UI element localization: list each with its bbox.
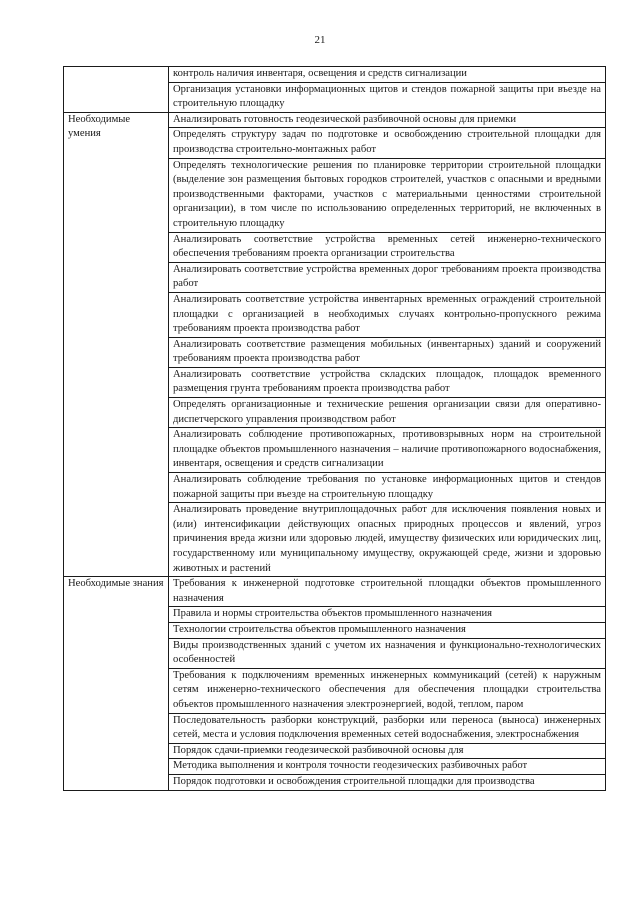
table-cell: Определять структуру задач по подготовке и освобождению строительной площадки для производства строительно-монтажных работ <box>169 128 606 158</box>
table-cell: Анализировать соответствие устройства временных сетей инженерно-технического обеспечения требованиям проекта организации строительства <box>169 232 606 262</box>
table-cell: Виды производственных зданий с учетом их назначения и функционально-технологических особенностей <box>169 638 606 668</box>
table-cell: Порядок сдачи-приемки геодезической разбивочной основы для <box>169 743 606 759</box>
table-cell: Последовательность разборки конструкций, разборки или переноса (выноса) инженерных сетей, места и условия подключения временных сетей водоснабжения, электроснабжения <box>169 713 606 743</box>
table-cell: Технологии строительства объектов промышленного назначения <box>169 622 606 638</box>
page-number: 21 <box>314 34 326 46</box>
table-cell: Анализировать соответствие размещения мобильных (инвентарных) зданий и сооружений требованиям проекта производства работ <box>169 337 606 367</box>
table-cell: контроль наличия инвентаря, освещения и средств сигнализации <box>169 67 606 83</box>
table-cell: Организация установки информационных щитов и стендов пожарной защиты при въезде на строительную площадку <box>169 82 606 112</box>
competency-table <box>63 66 606 791</box>
table-cell: Порядок подготовки и освобождения строительной площадки для производства <box>169 774 606 790</box>
table-cell: Требования к инженерной подготовке строительной площадки объектов промышленного назначения <box>169 577 606 607</box>
row-label-knowledge: Необходимые знания <box>64 577 169 790</box>
row-label <box>64 67 169 113</box>
table-cell: Анализировать проведение внутриплощадочных работ для исключения появления новых и (или) интенсификации действующих опасных природных процессов и явлений, угроз причинения вреда жизни или здоровью людей, имуществу физических или юридических лиц, государственному или муниципальному имуществу, окружающей среде, жизни и здоровью животных и растений <box>169 503 606 577</box>
table-cell: Анализировать соблюдение противопожарных, противовзрывных норм на строительной площадке объектов промышленного назначения – наличие противопожарного водоснабжения, инвентаря, освещения и средств сигнализации <box>169 428 606 473</box>
table-cell: Определять технологические решения по планировке территории строительной площадки (выделение зон размещения бытовых городков строителей, участков с опасными и вредными производственными факторами, участков с материальными ценностями строительной организации), в том числе по использованию определенных территорий, не включенных в строительную площадку <box>169 158 606 232</box>
table-cell: Анализировать соответствие устройства инвентарных временных ограждений строительной площадки с организацией в необходимых случаях контрольно-пропускного режима требованиям проекта производства работ <box>169 292 606 337</box>
table-cell: Анализировать соответствие устройства складских площадок, площадок временного размещения грунта требованиям проекта производства работ <box>169 367 606 397</box>
table-row <box>64 112 606 128</box>
row-label-skills: Необходимые умения <box>64 112 169 576</box>
table-cell: Анализировать соблюдение требования по установке информационных щитов и стендов пожарной защиты при въезде на строительную площадку <box>169 473 606 503</box>
table-row <box>64 577 606 607</box>
table-cell: Анализировать готовность геодезической разбивочной основы для приемки <box>169 112 606 128</box>
table-row <box>64 67 606 83</box>
table-cell: Методика выполнения и контроля точности геодезических разбивочных работ <box>169 759 606 775</box>
table-cell: Анализировать соответствие устройства временных дорог требованиям проекта производства работ <box>169 262 606 292</box>
table-cell: Определять организационные и технические решения организации связи для оперативно-диспетчерского управления производством работ <box>169 398 606 428</box>
table-cell: Требования к подключениям временных инженерных коммуникаций (сетей) к наружным сетям инженерно-технического обеспечения для обеспечения площадки строительства объектов промышленного назначения электроэнергией, водой, теплом, паром <box>169 668 606 713</box>
table-cell: Правила и нормы строительства объектов промышленного назначения <box>169 607 606 623</box>
